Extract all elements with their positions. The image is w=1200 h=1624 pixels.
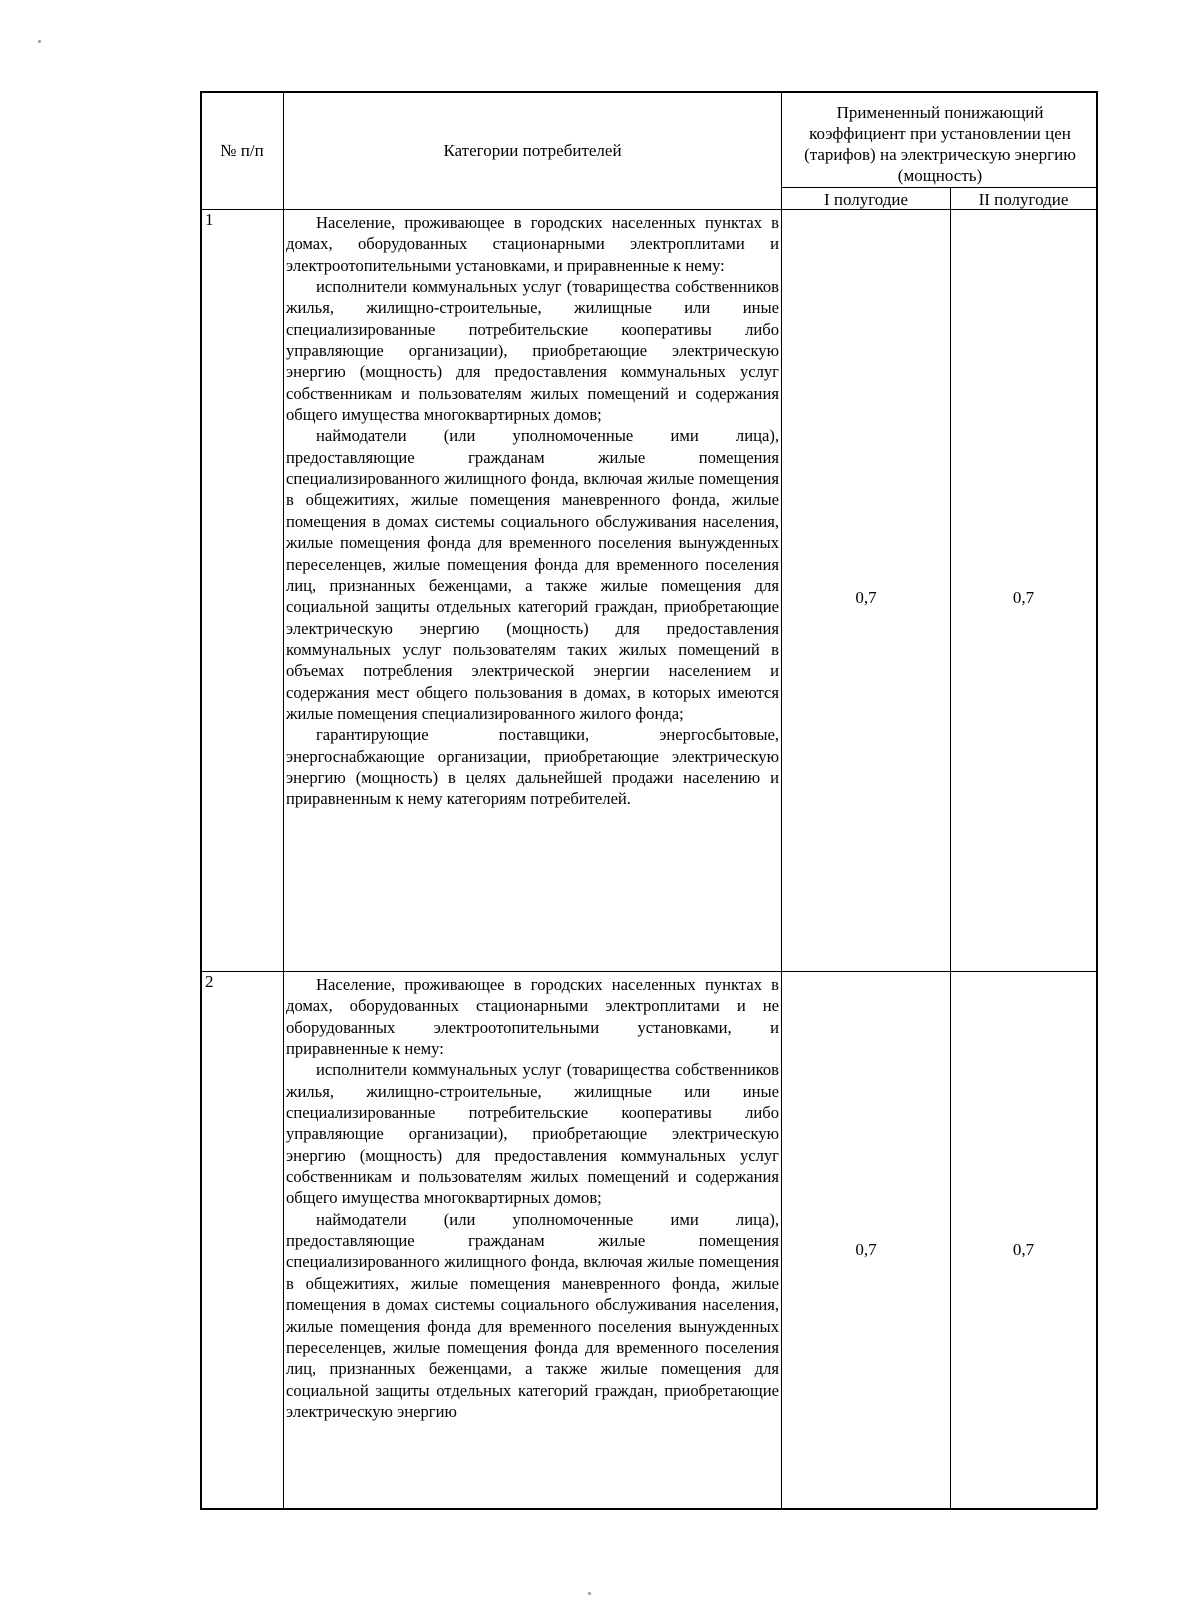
row-divider — [200, 971, 1097, 972]
row-1-paragraph: исполнители коммунальных услуг (товарищества собственников жилья, жилищно-строительные, жилищные или иные специализированные потребительские кооперативы либо управляющие организации), приобретающие электрическую энергию (мощность) для предоставления коммунальных услуг собственникам и пользователям жилых помещений и содержания общего имущества многоквартирных домов; — [286, 277, 779, 425]
row-2-paragraph: наймодатели (или уполномоченные ими лица), предоставляющие гражданам жилые помещения специализированного жилищного фонда, включая жилые помещения в общежитиях, жилые помещения маневренного фонда, жилые помещения в домах системы социального обслуживания населения, жилые помещения фонда для временного поселения вынужденных переселенцев, жилые помещения фонда для временного поселения лиц, признанных беженцами, а также жилые помещения для социальной защиты отдельных категорий граждан, приобретающие электрическую энергию — [286, 1209, 779, 1421]
scan-speck — [38, 40, 41, 43]
table-border-left — [200, 91, 202, 1509]
row-2-category-text — [286, 974, 779, 1422]
scan-speck — [588, 1592, 591, 1595]
row-2-number: 2 — [205, 972, 214, 991]
header-first-half: I полугодие — [823, 190, 909, 209]
row-1-second-half-value: 0,7 — [1012, 588, 1035, 607]
column-divider-1 — [283, 91, 284, 1509]
header-subdivider — [781, 187, 1097, 188]
header-category: Категории потребителей — [443, 141, 622, 160]
row-2-second-half-value: 0,7 — [1012, 1240, 1035, 1259]
row-2-paragraph: Население, проживающее в городских населенных пунктах в домах, оборудованных стационарными электроплитами и не оборудованных электроотопительными установками, и приравненные к нему: — [286, 975, 779, 1059]
row-1-paragraph: Население, проживающее в городских населенных пунктах в домах, оборудованных стационарными электроплитами и электроотопительными установками, и приравненные к нему: — [286, 213, 779, 275]
column-divider-3 — [950, 187, 951, 1509]
table-border-top — [200, 91, 1097, 93]
row-2-first-half-value: 0,7 — [855, 1240, 877, 1259]
row-2-paragraph: исполнители коммунальных услуг (товарищества собственников жилья, жилищно-строительные, жилищные или иные специализированные потребительские кооперативы либо управляющие организации), приобретающие электрическую энергию (мощность) для предоставления коммунальных услуг собственникам и пользователям жилых помещений и содержания общего имущества многоквартирных домов; — [286, 1060, 779, 1208]
header-coefficient: Примененный понижающий коэффициент при установлении цен (тарифов) на электрическую энергию (мощность) — [804, 103, 1076, 185]
header-second-half: II полугодие — [978, 190, 1069, 209]
header-number: № п/п — [220, 141, 264, 160]
table-border-right — [1096, 91, 1098, 1509]
row-1-first-half-value: 0,7 — [855, 588, 877, 607]
column-divider-2 — [781, 91, 782, 1509]
table-border-bottom — [200, 1508, 1097, 1510]
row-1-category-text — [286, 212, 779, 810]
row-1-paragraph: наймодатели (или уполномоченные ими лица), предоставляющие гражданам жилые помещения специализированного жилищного фонда, включая жилые помещения в общежитиях, жилые помещения маневренного фонда, жилые помещения в домах системы социального обслуживания населения, жилые помещения фонда для временного поселения вынужденных переселенцев, жилые помещения фонда для временного поселения лиц, признанных беженцами, а также жилые помещения для социальной защиты отдельных категорий граждан, приобретающие электрическую энергию (мощность) для предоставления коммунальных услуг пользователям таких жилых помещений в объемах потребления электрической энергии населением и содержания мест общего пользования в домах, в которых имеются жилые помещения специализированного жилого фонда; — [286, 426, 779, 723]
row-1-paragraph: гарантирующие поставщики, энергосбытовые, энергоснабжающие организации, приобретающие электрическую энергию (мощность) в целях дальнейшей продажи населению и приравненным к нему категориям потребителей. — [286, 725, 779, 809]
row-1-number: 1 — [205, 210, 214, 229]
